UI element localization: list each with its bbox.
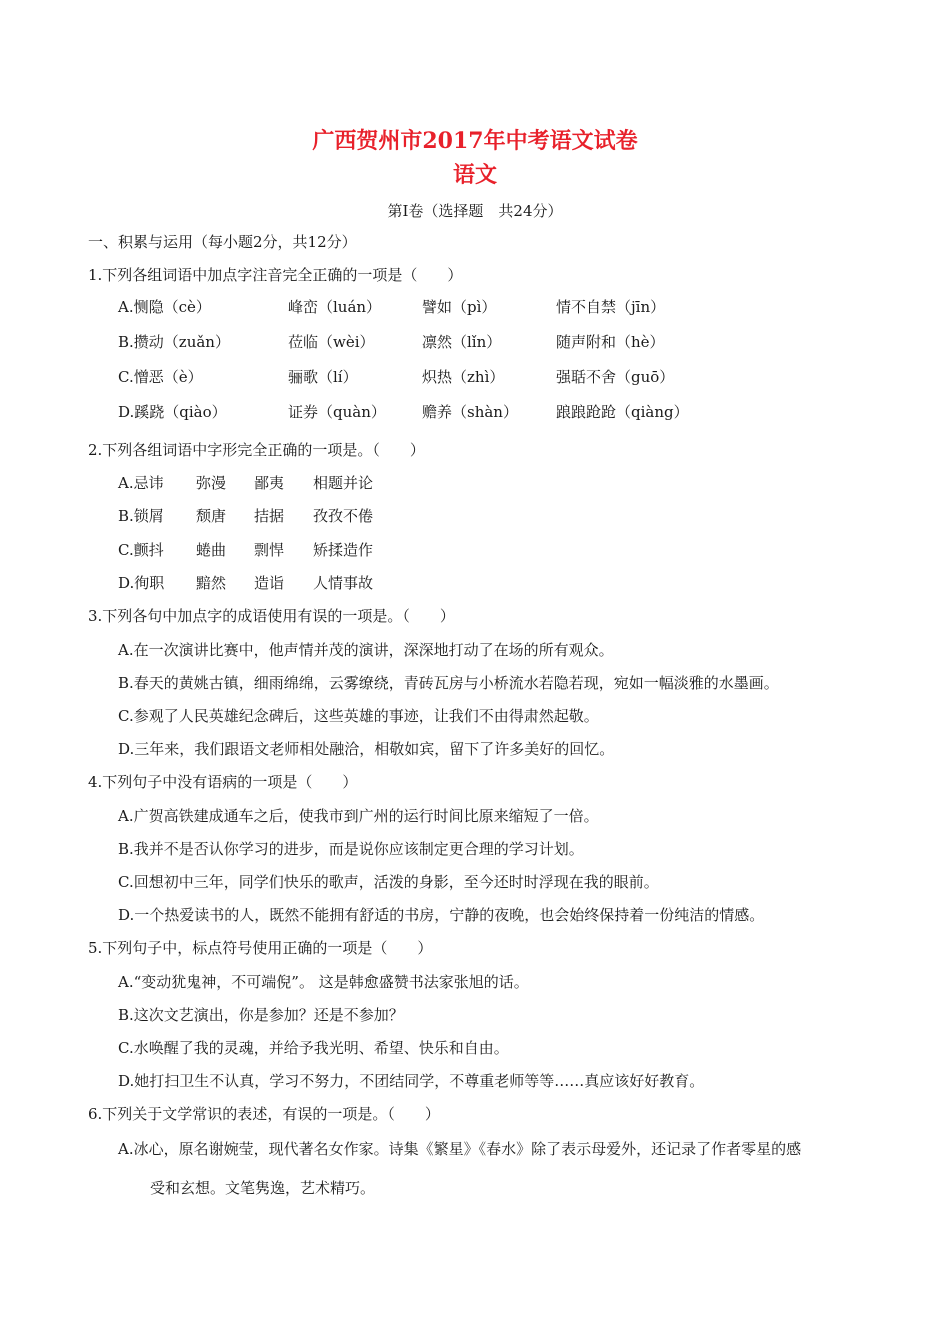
q4-option-b: B.我并不是否认你学习的进步，而是说你应该制定更合理的学习计划。 bbox=[118, 840, 584, 858]
q2-word: 人情事故 bbox=[313, 574, 374, 592]
question-2-stem: 2.下列各组词语中字形完全正确的一项是。（ ） bbox=[88, 441, 425, 459]
q2-word: 蜷曲 bbox=[196, 541, 227, 559]
q3-option-c: C.参观了人民英雄纪念碑后，这些英雄的事迹，让我们不由得肃然起敬。 bbox=[118, 707, 599, 725]
q1-word: 踉踉跄跄（qiàng） bbox=[556, 403, 689, 421]
q1-word: 莅临（wèi） bbox=[288, 333, 375, 351]
question-5-stem: 5.下列句子中，标点符号使用正确的一项是（ ） bbox=[88, 939, 433, 957]
question-1-stem: 1.下列各组词语中加点字注音完全正确的一项是（ ） bbox=[88, 266, 463, 284]
q2-word: 相题并论 bbox=[313, 474, 374, 492]
q2-option: C.颤抖 bbox=[118, 541, 164, 559]
q1-word: 赡养（shàn） bbox=[422, 403, 518, 421]
q3-option-d: D.三年来，我们跟语文老师相处融洽，相敬如宾，留下了许多美好的回忆。 bbox=[118, 740, 615, 758]
q1-option: D.蹊跷（qiào） bbox=[118, 403, 227, 421]
q5-option-c: C.水唤醒了我的灵魂，并给予我光明、希望、快乐和自由。 bbox=[118, 1039, 509, 1057]
section-heading: 一、积累与运用（每小题2分，共12分） bbox=[88, 233, 357, 251]
q4-option-c: C.回想初中三年，同学们快乐的歌声，活泼的身影，至今还时时浮现在我的眼前。 bbox=[118, 873, 659, 891]
q2-word: 拮据 bbox=[254, 507, 285, 525]
part-title: 第Ⅰ卷（选择题 共24分） bbox=[387, 202, 563, 220]
q1-option: A.恻隐（cè） bbox=[118, 298, 211, 316]
q1-word: 情不自禁（jīn） bbox=[556, 298, 666, 316]
q1-word: 随声附和（hè） bbox=[556, 333, 665, 351]
q1-word: 凛然（lǐn） bbox=[422, 333, 502, 351]
question-6-stem: 6.下列关于文学常识的表述，有误的一项是。（ ） bbox=[88, 1105, 440, 1123]
q1-option: B.攒动（zuǎn） bbox=[118, 333, 230, 351]
q1-word: 强聒不舍（guō） bbox=[556, 368, 675, 386]
q5-option-b: B.这次文艺演出，你是参加？还是不参加？ bbox=[118, 1006, 404, 1024]
q2-word: 颓唐 bbox=[196, 507, 227, 525]
q2-word: 黯然 bbox=[196, 574, 227, 592]
subject-title: 语文 bbox=[452, 162, 497, 188]
q1-word: 峰峦（luán） bbox=[288, 298, 382, 316]
q1-word: 譬如（pì） bbox=[422, 298, 497, 316]
q2-word: 矫揉造作 bbox=[313, 541, 374, 559]
q3-option-b: B.春天的黄姚古镇，细雨绵绵，云雾缭绕，青砖瓦房与小桥流水若隐若现，宛如一幅淡雅的水墨画。 bbox=[118, 674, 779, 692]
question-4-stem: 4.下列句子中没有语病的一项是（ ） bbox=[88, 773, 358, 791]
q4-option-d: D.一个热爱读书的人，既然不能拥有舒适的书房，宁静的夜晚，也会始终保持着一份纯洁的情感。 bbox=[118, 906, 765, 924]
q6-option-a: A.冰心，原名谢婉莹，现代著名女作家。诗集《繁星》《春水》除了表示母爱外，还记录了作者零星的感 bbox=[118, 1140, 802, 1158]
q2-option: B.锁屑 bbox=[118, 507, 164, 525]
q2-word: 弥漫 bbox=[196, 474, 227, 492]
q2-word: 孜孜不倦 bbox=[313, 507, 374, 525]
exam-title: 广西贺州市2017年中考语文试卷 bbox=[312, 128, 638, 154]
q1-word: 炽热（zhì） bbox=[422, 368, 505, 386]
question-3-stem: 3.下列各句中加点字的成语使用有误的一项是。（ ） bbox=[88, 607, 455, 625]
q2-word: 造诣 bbox=[254, 574, 285, 592]
q3-option-a: A.在一次演讲比赛中，他声情并茂的演讲，深深地打动了在场的所有观众。 bbox=[118, 641, 614, 659]
q1-word: 证券（quàn） bbox=[288, 403, 386, 421]
q2-option: D.徇职 bbox=[118, 574, 165, 592]
q4-option-a: A.广贺高铁建成通车之后，使我市到广州的运行时间比原来缩短了一倍。 bbox=[118, 807, 599, 825]
q5-option-d: D.她打扫卫生不认真，学习不努力，不团结同学，不尊重老师等等……真应该好好教育。 bbox=[118, 1072, 705, 1090]
q5-option-a: A.“变动犹鬼神，不可端倪”。 这是韩愈盛赞书法家张旭的话。 bbox=[118, 973, 529, 991]
q6-option-a-continued: 受和玄想。文笔隽逸，艺术精巧。 bbox=[150, 1179, 376, 1197]
q1-option: C.憎恶（è） bbox=[118, 368, 203, 386]
q1-word: 骊歌（lí） bbox=[288, 368, 358, 386]
q2-word: 剽悍 bbox=[254, 541, 285, 559]
q2-word: 鄙夷 bbox=[254, 474, 285, 492]
q2-option: A.忌讳 bbox=[118, 474, 164, 492]
